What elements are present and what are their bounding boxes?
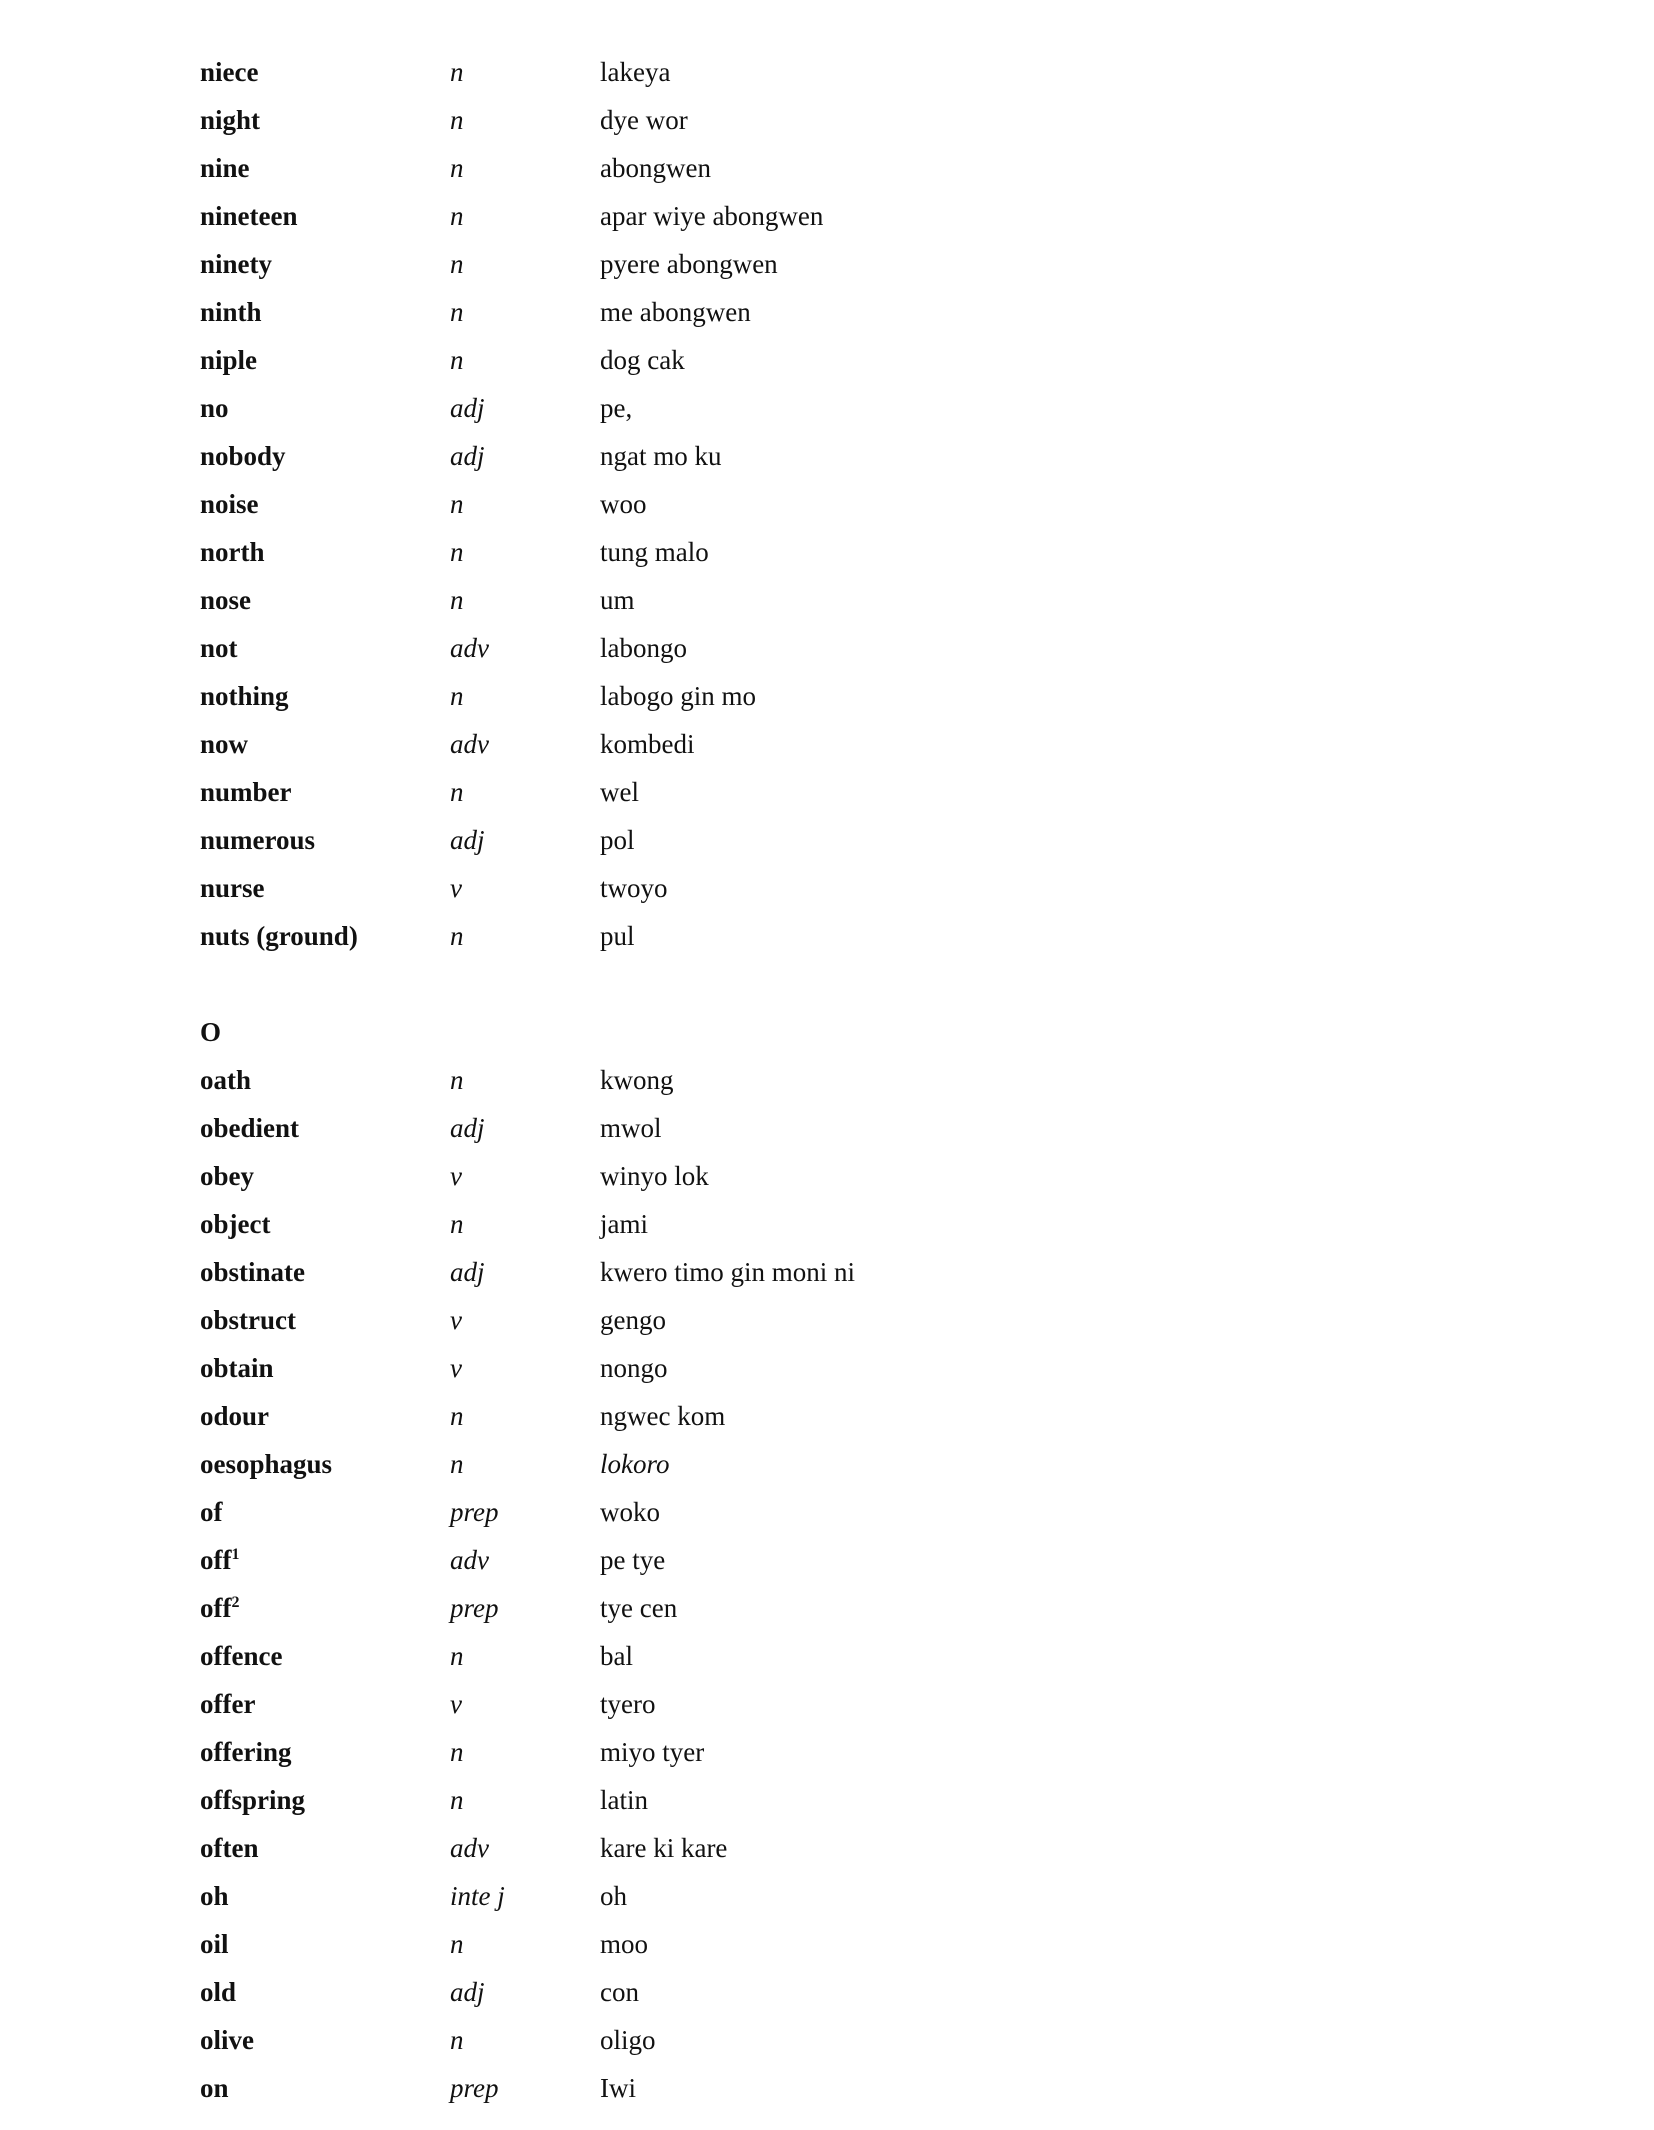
headword-text: off bbox=[200, 1545, 232, 1575]
entry-part-of-speech: n bbox=[450, 1641, 464, 1671]
headword-text: obtain bbox=[200, 1353, 274, 1383]
entry-headword bbox=[200, 240, 272, 288]
entry-headword bbox=[200, 1248, 305, 1296]
entry-headword bbox=[200, 192, 298, 240]
headword-text: obedient bbox=[200, 1113, 300, 1143]
dictionary-entry bbox=[200, 624, 1500, 672]
entry-part-of-speech: adj bbox=[450, 393, 485, 423]
headword-text: noise bbox=[200, 489, 259, 519]
section-gap bbox=[200, 960, 1500, 1008]
entry-part-of-speech: adv bbox=[450, 1545, 489, 1575]
headword-text: nobody bbox=[200, 441, 286, 471]
dictionary-entry bbox=[200, 816, 1500, 864]
headword-text: nurse bbox=[200, 873, 265, 903]
entry-part-of-speech: prep bbox=[450, 2073, 499, 2103]
entry-part-of-speech: n bbox=[450, 777, 464, 807]
headword-text: off bbox=[200, 1593, 232, 1623]
entry-translation: latin bbox=[600, 1785, 648, 1815]
entry-translation: pe, bbox=[600, 393, 633, 423]
entry-part-of-speech: v bbox=[450, 1305, 462, 1335]
entry-part-of-speech: n bbox=[450, 1737, 464, 1767]
entry-headword bbox=[200, 1824, 258, 1872]
homonym-number: 2 bbox=[231, 1594, 240, 1611]
headword-text: numerous bbox=[200, 825, 316, 855]
entry-headword bbox=[200, 528, 265, 576]
dictionary-entry bbox=[200, 2064, 1500, 2112]
entry-translation: woko bbox=[600, 1497, 660, 1527]
headword-text: niece bbox=[200, 57, 259, 87]
entry-part-of-speech: adj bbox=[450, 1113, 485, 1143]
headword-text: often bbox=[200, 1833, 259, 1863]
dictionary-entry bbox=[200, 1488, 1500, 1536]
headword-text: nose bbox=[200, 585, 252, 615]
entry-translation: labogo gin mo bbox=[600, 681, 756, 711]
entry-part-of-speech: n bbox=[450, 921, 464, 951]
entry-headword bbox=[200, 1920, 229, 1968]
dictionary-entry bbox=[200, 1248, 1500, 1296]
dictionary-entry bbox=[200, 1344, 1500, 1392]
dictionary-entry bbox=[200, 1536, 1500, 1584]
entry-part-of-speech: adj bbox=[450, 1977, 485, 2007]
entry-part-of-speech: n bbox=[450, 345, 464, 375]
entry-translation: kombedi bbox=[600, 729, 695, 759]
entry-part-of-speech: n bbox=[450, 585, 464, 615]
entry-part-of-speech: v bbox=[450, 1689, 462, 1719]
entry-headword bbox=[200, 1968, 236, 2016]
dictionary-entry bbox=[200, 192, 1500, 240]
entry-headword bbox=[200, 1872, 229, 1920]
dictionary-entry bbox=[200, 672, 1500, 720]
entry-translation: kwong bbox=[600, 1065, 674, 1095]
headword-text: object bbox=[200, 1209, 271, 1239]
dictionary-entry bbox=[200, 1968, 1500, 2016]
homonym-number: 1 bbox=[231, 1546, 240, 1563]
entry-headword bbox=[200, 48, 258, 96]
entry-translation: moo bbox=[600, 1929, 649, 1959]
entry-headword bbox=[200, 1104, 299, 1152]
headword-text: offering bbox=[200, 1737, 292, 1767]
entry-part-of-speech: v bbox=[450, 873, 462, 903]
entry-headword bbox=[200, 1392, 269, 1440]
dictionary-entry bbox=[200, 240, 1500, 288]
entry-translation: con bbox=[600, 1977, 639, 2007]
headword-text: no bbox=[200, 393, 229, 423]
entry-headword bbox=[200, 288, 262, 336]
entry-headword bbox=[200, 2064, 229, 2112]
entry-headword bbox=[200, 864, 265, 912]
entry-part-of-speech: adj bbox=[450, 441, 485, 471]
dictionary-entry bbox=[200, 1824, 1500, 1872]
entry-headword bbox=[200, 912, 358, 960]
entry-translation: lakeya bbox=[600, 57, 671, 87]
entry-headword bbox=[200, 96, 260, 144]
entry-headword bbox=[200, 1632, 282, 1680]
entry-translation: lokoro bbox=[600, 1449, 670, 1479]
entry-translation: winyo lok bbox=[600, 1161, 709, 1191]
dictionary-entry bbox=[200, 1632, 1500, 1680]
entry-headword bbox=[200, 432, 286, 480]
headword-text: obstinate bbox=[200, 1257, 306, 1287]
dictionary-entry bbox=[200, 1104, 1500, 1152]
entry-translation: gengo bbox=[600, 1305, 666, 1335]
entry-part-of-speech: n bbox=[450, 2025, 464, 2055]
dictionary-entry bbox=[200, 1152, 1500, 1200]
entry-headword bbox=[200, 1200, 270, 1248]
entry-headword bbox=[200, 1296, 296, 1344]
entry-part-of-speech: n bbox=[450, 1401, 464, 1431]
entry-part-of-speech: v bbox=[450, 1161, 462, 1191]
entry-headword bbox=[200, 1680, 255, 1728]
entry-part-of-speech: n bbox=[450, 1929, 464, 1959]
entry-translation: dog cak bbox=[600, 345, 685, 375]
dictionary-entry bbox=[200, 288, 1500, 336]
headword-text: obstruct bbox=[200, 1305, 296, 1335]
headword-text: nuts (ground) bbox=[200, 921, 358, 951]
entry-translation: tyero bbox=[600, 1689, 656, 1719]
dictionary-entry bbox=[200, 336, 1500, 384]
entry-part-of-speech: adv bbox=[450, 1833, 489, 1863]
entry-part-of-speech: n bbox=[450, 537, 464, 567]
headword-text: oh bbox=[200, 1881, 229, 1911]
entry-headword bbox=[200, 672, 289, 720]
entry-translation: pul bbox=[600, 921, 635, 951]
headword-text: ninth bbox=[200, 297, 262, 327]
entry-part-of-speech: adv bbox=[450, 633, 489, 663]
entry-headword bbox=[200, 336, 257, 384]
entry-translation: tye cen bbox=[600, 1593, 678, 1623]
headword-text: nothing bbox=[200, 681, 289, 711]
dictionary-entry bbox=[200, 144, 1500, 192]
entry-part-of-speech: n bbox=[450, 201, 464, 231]
entry-translation: pe tye bbox=[600, 1545, 666, 1575]
entry-headword bbox=[200, 720, 248, 768]
dictionary-entry bbox=[200, 1440, 1500, 1488]
headword-text: not bbox=[200, 633, 238, 663]
entry-translation: tung malo bbox=[600, 537, 709, 567]
entry-translation: oh bbox=[600, 1881, 627, 1911]
entry-part-of-speech: n bbox=[450, 57, 464, 87]
entry-headword bbox=[200, 1584, 239, 1632]
dictionary-entry bbox=[200, 1584, 1500, 1632]
headword-text: nine bbox=[200, 153, 250, 183]
entry-translation: jami bbox=[600, 1209, 648, 1239]
entry-translation: kare ki kare bbox=[600, 1833, 728, 1863]
entry-headword bbox=[200, 2016, 254, 2064]
dictionary-entry bbox=[200, 1728, 1500, 1776]
dictionary-entry bbox=[200, 432, 1500, 480]
headword-text: now bbox=[200, 729, 249, 759]
entry-part-of-speech: prep bbox=[450, 1497, 499, 1527]
entry-headword bbox=[200, 1536, 239, 1584]
entry-translation: um bbox=[600, 585, 635, 615]
entry-translation: wel bbox=[600, 777, 639, 807]
entry-headword bbox=[200, 144, 250, 192]
dictionary-entry bbox=[200, 48, 1500, 96]
dictionary-entry bbox=[200, 576, 1500, 624]
entry-part-of-speech: n bbox=[450, 249, 464, 279]
dictionary-entry bbox=[200, 96, 1500, 144]
entry-headword bbox=[200, 576, 251, 624]
headword-text: night bbox=[200, 105, 261, 135]
entry-translation: bal bbox=[600, 1641, 633, 1671]
entry-headword bbox=[200, 1152, 254, 1200]
dictionary-entry bbox=[200, 1776, 1500, 1824]
entry-translation: labongo bbox=[600, 633, 687, 663]
entry-translation: Iwi bbox=[600, 2073, 636, 2103]
headword-text: number bbox=[200, 777, 292, 807]
entry-headword bbox=[200, 1344, 274, 1392]
entry-part-of-speech: adv bbox=[450, 729, 489, 759]
headword-text: north bbox=[200, 537, 265, 567]
entry-part-of-speech: n bbox=[450, 153, 464, 183]
dictionary-entry bbox=[200, 480, 1500, 528]
headword-text: on bbox=[200, 2073, 229, 2103]
entry-translation: nongo bbox=[600, 1353, 668, 1383]
entry-part-of-speech: n bbox=[450, 489, 464, 519]
entry-headword bbox=[200, 624, 238, 672]
entry-translation: woo bbox=[600, 489, 647, 519]
entry-translation: miyo tyer bbox=[600, 1737, 705, 1767]
entry-headword bbox=[200, 768, 292, 816]
entry-translation: oligo bbox=[600, 2025, 656, 2055]
entry-headword bbox=[200, 384, 229, 432]
dictionary-entry bbox=[200, 1296, 1500, 1344]
headword-text: niple bbox=[200, 345, 258, 375]
entry-translation: ngwec kom bbox=[600, 1401, 726, 1431]
section-letter: O bbox=[200, 1017, 222, 1047]
entry-translation: apar wiye abongwen bbox=[600, 201, 824, 231]
entry-part-of-speech: n bbox=[450, 1209, 464, 1239]
dictionary-entry bbox=[200, 1920, 1500, 1968]
entry-part-of-speech: v bbox=[450, 1353, 462, 1383]
headword-text: offer bbox=[200, 1689, 256, 1719]
entry-translation: pyere abongwen bbox=[600, 249, 778, 279]
entry-headword bbox=[200, 480, 259, 528]
dictionary-entry bbox=[200, 1872, 1500, 1920]
dictionary-entry bbox=[200, 912, 1500, 960]
entry-part-of-speech: n bbox=[450, 1065, 464, 1095]
entry-headword bbox=[200, 1440, 332, 1488]
entry-translation: me abongwen bbox=[600, 297, 751, 327]
dictionary-entry bbox=[200, 1056, 1500, 1104]
dictionary-entry bbox=[200, 720, 1500, 768]
headword-text: olive bbox=[200, 2025, 254, 2055]
dictionary-entry bbox=[200, 1680, 1500, 1728]
headword-text: obey bbox=[200, 1161, 254, 1191]
dictionary-entry bbox=[200, 1392, 1500, 1440]
headword-text: odour bbox=[200, 1401, 270, 1431]
entry-part-of-speech: n bbox=[450, 681, 464, 711]
entry-headword bbox=[200, 816, 315, 864]
entry-headword bbox=[200, 1056, 251, 1104]
entry-translation: ngat mo ku bbox=[600, 441, 722, 471]
entry-part-of-speech: adj bbox=[450, 1257, 485, 1287]
headword-text: oil bbox=[200, 1929, 229, 1959]
headword-text: nineteen bbox=[200, 201, 298, 231]
dictionary-entry bbox=[200, 2016, 1500, 2064]
entry-translation: twoyo bbox=[600, 873, 668, 903]
entry-part-of-speech: adj bbox=[450, 825, 485, 855]
dictionary-entry bbox=[200, 384, 1500, 432]
headword-text: offspring bbox=[200, 1785, 306, 1815]
entry-translation: pol bbox=[600, 825, 635, 855]
entry-part-of-speech: inte j bbox=[450, 1881, 505, 1911]
entry-part-of-speech: n bbox=[450, 105, 464, 135]
dictionary-entry bbox=[200, 768, 1500, 816]
headword-text: ninety bbox=[200, 249, 273, 279]
headword-text: of bbox=[200, 1497, 223, 1527]
entry-translation: dye wor bbox=[600, 105, 688, 135]
entry-headword bbox=[200, 1776, 305, 1824]
entry-translation: abongwen bbox=[600, 153, 711, 183]
entry-part-of-speech: prep bbox=[450, 1593, 499, 1623]
entry-translation: kwero timo gin moni ni bbox=[600, 1257, 855, 1287]
entry-part-of-speech: n bbox=[450, 297, 464, 327]
dictionary-page bbox=[200, 48, 1500, 2112]
entry-headword bbox=[200, 1488, 223, 1536]
dictionary-entry bbox=[200, 528, 1500, 576]
dictionary-entry bbox=[200, 864, 1500, 912]
headword-text: oath bbox=[200, 1065, 252, 1095]
entry-translation: mwol bbox=[600, 1113, 662, 1143]
entry-headword bbox=[200, 1728, 291, 1776]
headword-text: oesophagus bbox=[200, 1449, 333, 1479]
headword-text: offence bbox=[200, 1641, 283, 1671]
entry-part-of-speech: n bbox=[450, 1785, 464, 1815]
entry-part-of-speech: n bbox=[450, 1449, 464, 1479]
headword-text: old bbox=[200, 1977, 237, 2007]
dictionary-entry bbox=[200, 1200, 1500, 1248]
